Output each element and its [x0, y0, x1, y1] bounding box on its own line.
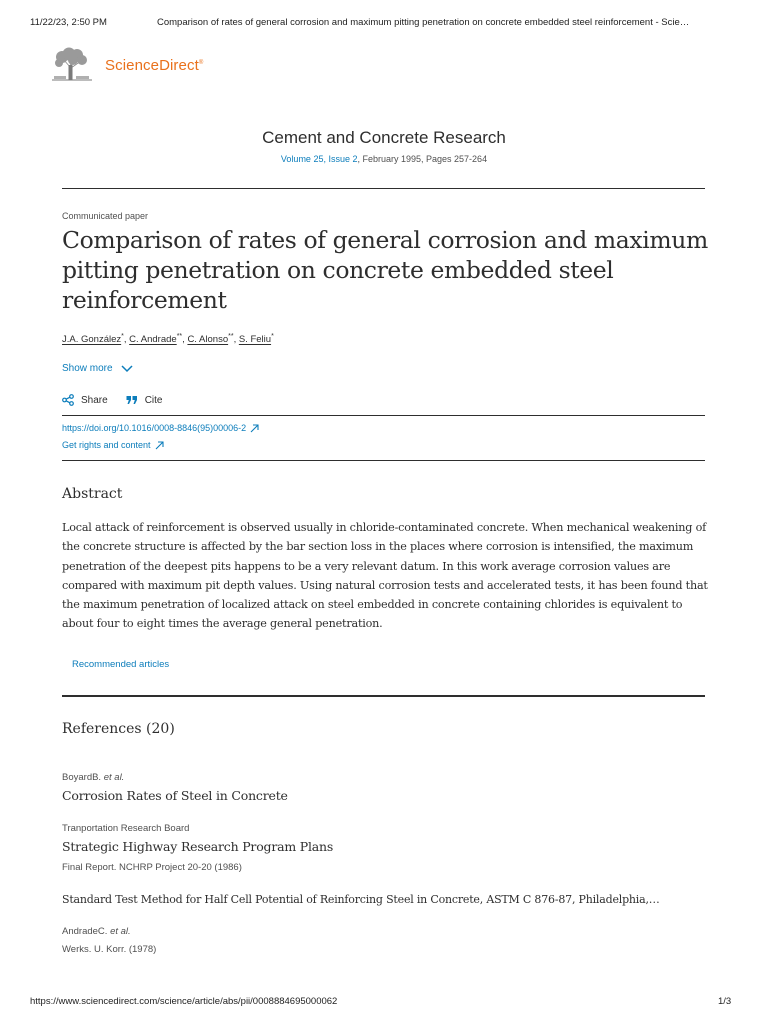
divider [62, 415, 705, 416]
reference-author: BoyardB. et al. [62, 772, 125, 783]
reference-source: Final Report. NCHRP Project 20-20 (1986) [62, 862, 242, 873]
cite-button[interactable] [126, 395, 163, 406]
print-datetime: 11/22/23, 2:50 PM [30, 17, 107, 28]
chevron-down-icon [121, 365, 133, 373]
author-list: J.A. González*, C. Andrade**, C. Alonso**, S. Feliu* [62, 333, 274, 346]
article-title: Comparison of rates of general corrosion and maximum pitting penetration on concrete embedded steel reinforcement [62, 226, 708, 314]
print-page-number: 1/3 [718, 996, 732, 1007]
journal-name[interactable]: Cement and Concrete Research [262, 128, 506, 147]
cite-label: Cite [144, 394, 163, 406]
external-link-icon [250, 424, 259, 433]
abstract-text: Local attack of reinforcement is observed usually in chloride-contaminated concrete. When mechanical weakening of the concrete structure is affected by the bar section loss in the places where corrosion is intensified, the maximum penetration of the deepest pits happens to be a very relevant datum. In this work average corrosion values are compared with maximum pit depth values. Using natural corrosion tests and accelerated tests, it has been found that the maximum penetration of localized attack on steel embedded in concrete containing chlorides is equivalent to about four to eight times the average general penetration. [62, 521, 708, 631]
reference-source: Werks. U. Korr. (1978) [62, 944, 157, 955]
share-button[interactable] [62, 394, 108, 406]
sciencedirect-logo-text[interactable]: ScienceDirect® [105, 57, 204, 74]
show-more-label: Show more [62, 363, 113, 374]
author-link[interactable]: J.A. González [62, 334, 122, 346]
references-heading: References (20) [62, 721, 175, 737]
recommended-articles-link[interactable]: Recommended articles [72, 659, 170, 670]
divider [62, 460, 705, 461]
author-link[interactable]: C. Alonso [187, 334, 229, 346]
quote-icon [126, 395, 138, 405]
author-link[interactable]: C. Andrade [129, 334, 177, 346]
divider [62, 188, 705, 189]
volume-issue-link[interactable]: Volume 25, Issue 2 [280, 154, 358, 164]
reference-author: AndradeC. et al. [62, 926, 131, 937]
doi-link[interactable]: https://doi.org/10.1016/0008-8846(95)00006-2 [62, 423, 259, 433]
print-url: https://www.sciencedirect.com/science/article/abs/pii/0008884695000062 [30, 996, 338, 1007]
volume-info: Volume 25, Issue 2, February 1995, Pages 257-264 [280, 154, 488, 164]
share-icon [62, 394, 74, 406]
show-more-button[interactable] [62, 363, 133, 374]
divider [62, 695, 705, 697]
rights-link[interactable]: Get rights and content [62, 440, 164, 450]
print-page-title: Comparison of rates of general corrosion and maximum pitting penetration on concrete embedded steel reinforcement - Scie… [157, 17, 690, 28]
reference-author: Tranportation Research Board [62, 823, 190, 834]
abstract-heading: Abstract [62, 486, 123, 502]
reference-title[interactable]: Corrosion Rates of Steel in Concrete [62, 788, 288, 803]
share-label: Share [81, 394, 108, 406]
reference-title[interactable]: Strategic Highway Research Program Plans [62, 839, 334, 854]
author-link[interactable]: S. Feliu [238, 334, 272, 346]
article-type: Communicated paper [62, 211, 149, 221]
elsevier-tree-logo[interactable] [49, 46, 95, 82]
article-actions [62, 394, 180, 406]
external-link-icon [155, 441, 164, 450]
reference-title[interactable]: Standard Test Method for Half Cell Potential of Reinforcing Steel in Concrete, ASTM C 876-87, Philadelphia,… [62, 893, 660, 906]
